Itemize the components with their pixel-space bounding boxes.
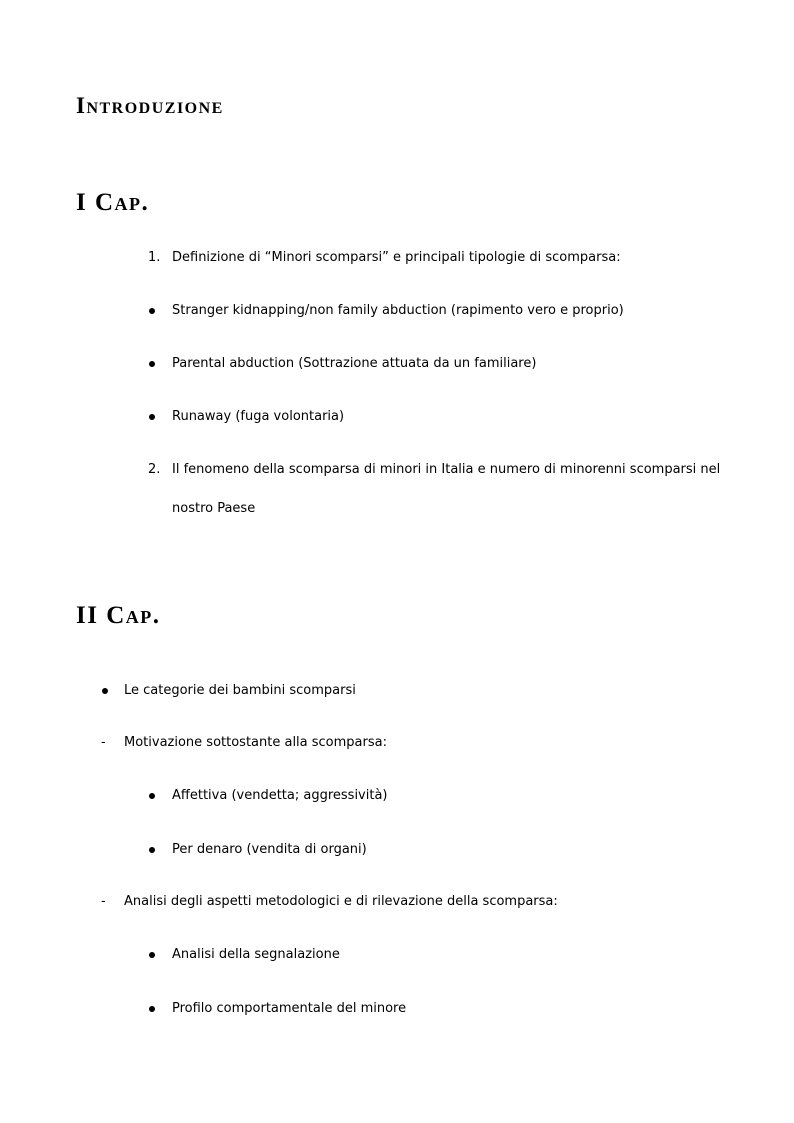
list-item-fenomeno-line2: nostro Paese bbox=[172, 501, 256, 516]
list-item-affettiva: Affettiva (vendetta; aggressività) bbox=[172, 788, 388, 803]
dash-marker: - bbox=[101, 894, 106, 909]
list-item-runaway: Runaway (fuga volontaria) bbox=[172, 409, 345, 424]
heading-cap-2: II Cap. bbox=[76, 602, 161, 629]
bullet-icon bbox=[149, 847, 155, 853]
bullet-icon bbox=[102, 688, 108, 694]
heading-introduzione: Introduzione bbox=[76, 93, 224, 118]
dash-marker: - bbox=[101, 735, 106, 750]
list-item-parental-abduction: Parental abduction (Sottrazione attuata da un familiare) bbox=[172, 356, 537, 371]
bullet-icon bbox=[149, 793, 155, 799]
list-item-fenomeno-line1: Il fenomeno della scomparsa di minori in Italia e numero di minorenni scomparsi nel bbox=[172, 462, 721, 477]
bullet-icon bbox=[149, 414, 155, 420]
list-item-analisi-aspetti: Analisi degli aspetti metodologici e di rilevazione della scomparsa: bbox=[124, 894, 558, 909]
bullet-icon bbox=[149, 361, 155, 367]
list-item-analisi-segnalazione: Analisi della segnalazione bbox=[172, 947, 340, 962]
list-item-definizione: Definizione di “Minori scomparsi” e principali tipologie di scomparsa: bbox=[172, 250, 621, 265]
list-item-profilo: Profilo comportamentale del minore bbox=[172, 1001, 407, 1016]
bullet-icon bbox=[149, 1006, 155, 1012]
heading-cap-1: I Cap. bbox=[76, 189, 150, 216]
bullet-icon bbox=[149, 952, 155, 958]
list-item-per-denaro: Per denaro (vendita di organi) bbox=[172, 842, 367, 857]
list-item-stranger-kidnapping: Stranger kidnapping/non family abduction (rapimento vero e proprio) bbox=[172, 303, 624, 318]
bullet-icon bbox=[149, 308, 155, 314]
list-item-categorie: Le categorie dei bambini scomparsi bbox=[124, 683, 356, 698]
list-item-motivazione: Motivazione sottostante alla scomparsa: bbox=[124, 735, 387, 750]
list-number-1: 1. bbox=[148, 250, 161, 265]
list-number-2: 2. bbox=[148, 462, 161, 477]
